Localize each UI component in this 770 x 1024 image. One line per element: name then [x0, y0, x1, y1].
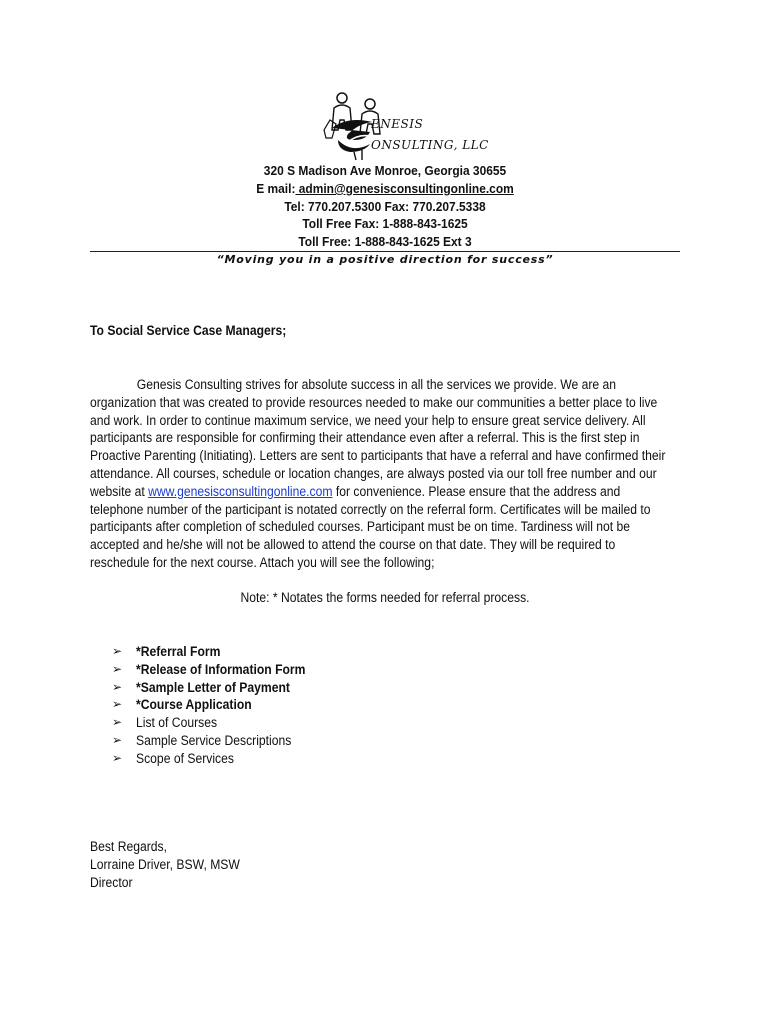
email-link[interactable]: admin@genesisconsultingonline.com	[295, 181, 514, 196]
phone-fax-line: Tel: 770.207.5300 Fax: 770.207.5338	[284, 199, 486, 214]
attachments-list	[112, 643, 324, 768]
body-text-part1: Genesis Consulting strives for absolute success in all the services we provide. We are an organization that was created to provide resources needed to make our communities a better place to live and work. In order to continue maximum service, we need your help to ensure great service delivery. All participants are responsible for confirming their attendance even after a referral. This is the first step in Proactive Parenting (Initiating). Letters are sent to participants that have a referral and have confirmed their attendance. All courses, schedule or location changes, are always posted via our toll free number and our website at	[90, 377, 666, 499]
arrow-bullet-icon: ➢	[112, 715, 123, 730]
arrow-bullet-icon: ➢	[112, 661, 123, 676]
toll-free-line: Toll Free: 1-888-843-1625 Ext 3	[298, 234, 472, 249]
list-item: ➢ *Referral Form	[112, 644, 221, 659]
closing: Best Regards,	[90, 839, 167, 854]
salutation: To Social Service Case Managers;	[90, 323, 287, 338]
list-item: ➢ List of Courses	[112, 715, 218, 731]
body-text-part2: for convenience. Please ensure that the address and telephone number of the participant is notated correctly on the referral form. Certificates will be mailed to participants after completion of scheduled courses. Participant must be on time. Tardiness will not be accepted and he/she will not be allowed to attend the course on that date. They will be required to reschedule for the next course. Attach you will see the following;	[90, 483, 651, 570]
list-item: ➢ *Course Application	[112, 697, 252, 713]
list-item: ➢ *Release of Information Form	[112, 661, 306, 677]
arrow-bullet-icon: ➢	[112, 679, 123, 694]
email-line	[114, 180, 657, 198]
header-divider	[90, 251, 680, 252]
logo-wordmark-top: ENESIS	[371, 117, 424, 131]
body-paragraph	[90, 376, 666, 572]
list-item: ➢ Sample Service Descriptions	[112, 732, 292, 748]
motto: “Moving you in a positive direction for success”	[216, 253, 554, 266]
logo-wordmark-bottom: ONSULTING, LLC	[371, 138, 489, 152]
address-line: 320 S Madison Ave Monroe, Georgia 30655	[263, 163, 507, 178]
list-item: ➢ *Sample Letter of Payment	[112, 679, 290, 695]
signature-block	[90, 838, 240, 891]
signer-title: Director	[90, 874, 133, 890]
note-line: Note: * Notates the forms needed for referral process.	[240, 590, 530, 605]
arrow-bullet-icon: ➢	[112, 732, 123, 747]
list-item: ➢ Scope of Services	[112, 750, 234, 766]
arrow-bullet-icon: ➢	[112, 697, 123, 712]
toll-free-fax-line: Toll Free Fax: 1-888-843-1625	[302, 216, 468, 231]
email-label: E mail:	[256, 181, 296, 196]
signer-name: Lorraine Driver, BSW, MSW	[90, 856, 240, 872]
arrow-bullet-icon: ➢	[112, 644, 123, 658]
website-link[interactable]: www.genesisconsultingonline.com	[148, 483, 333, 499]
arrow-bullet-icon: ➢	[112, 750, 123, 765]
